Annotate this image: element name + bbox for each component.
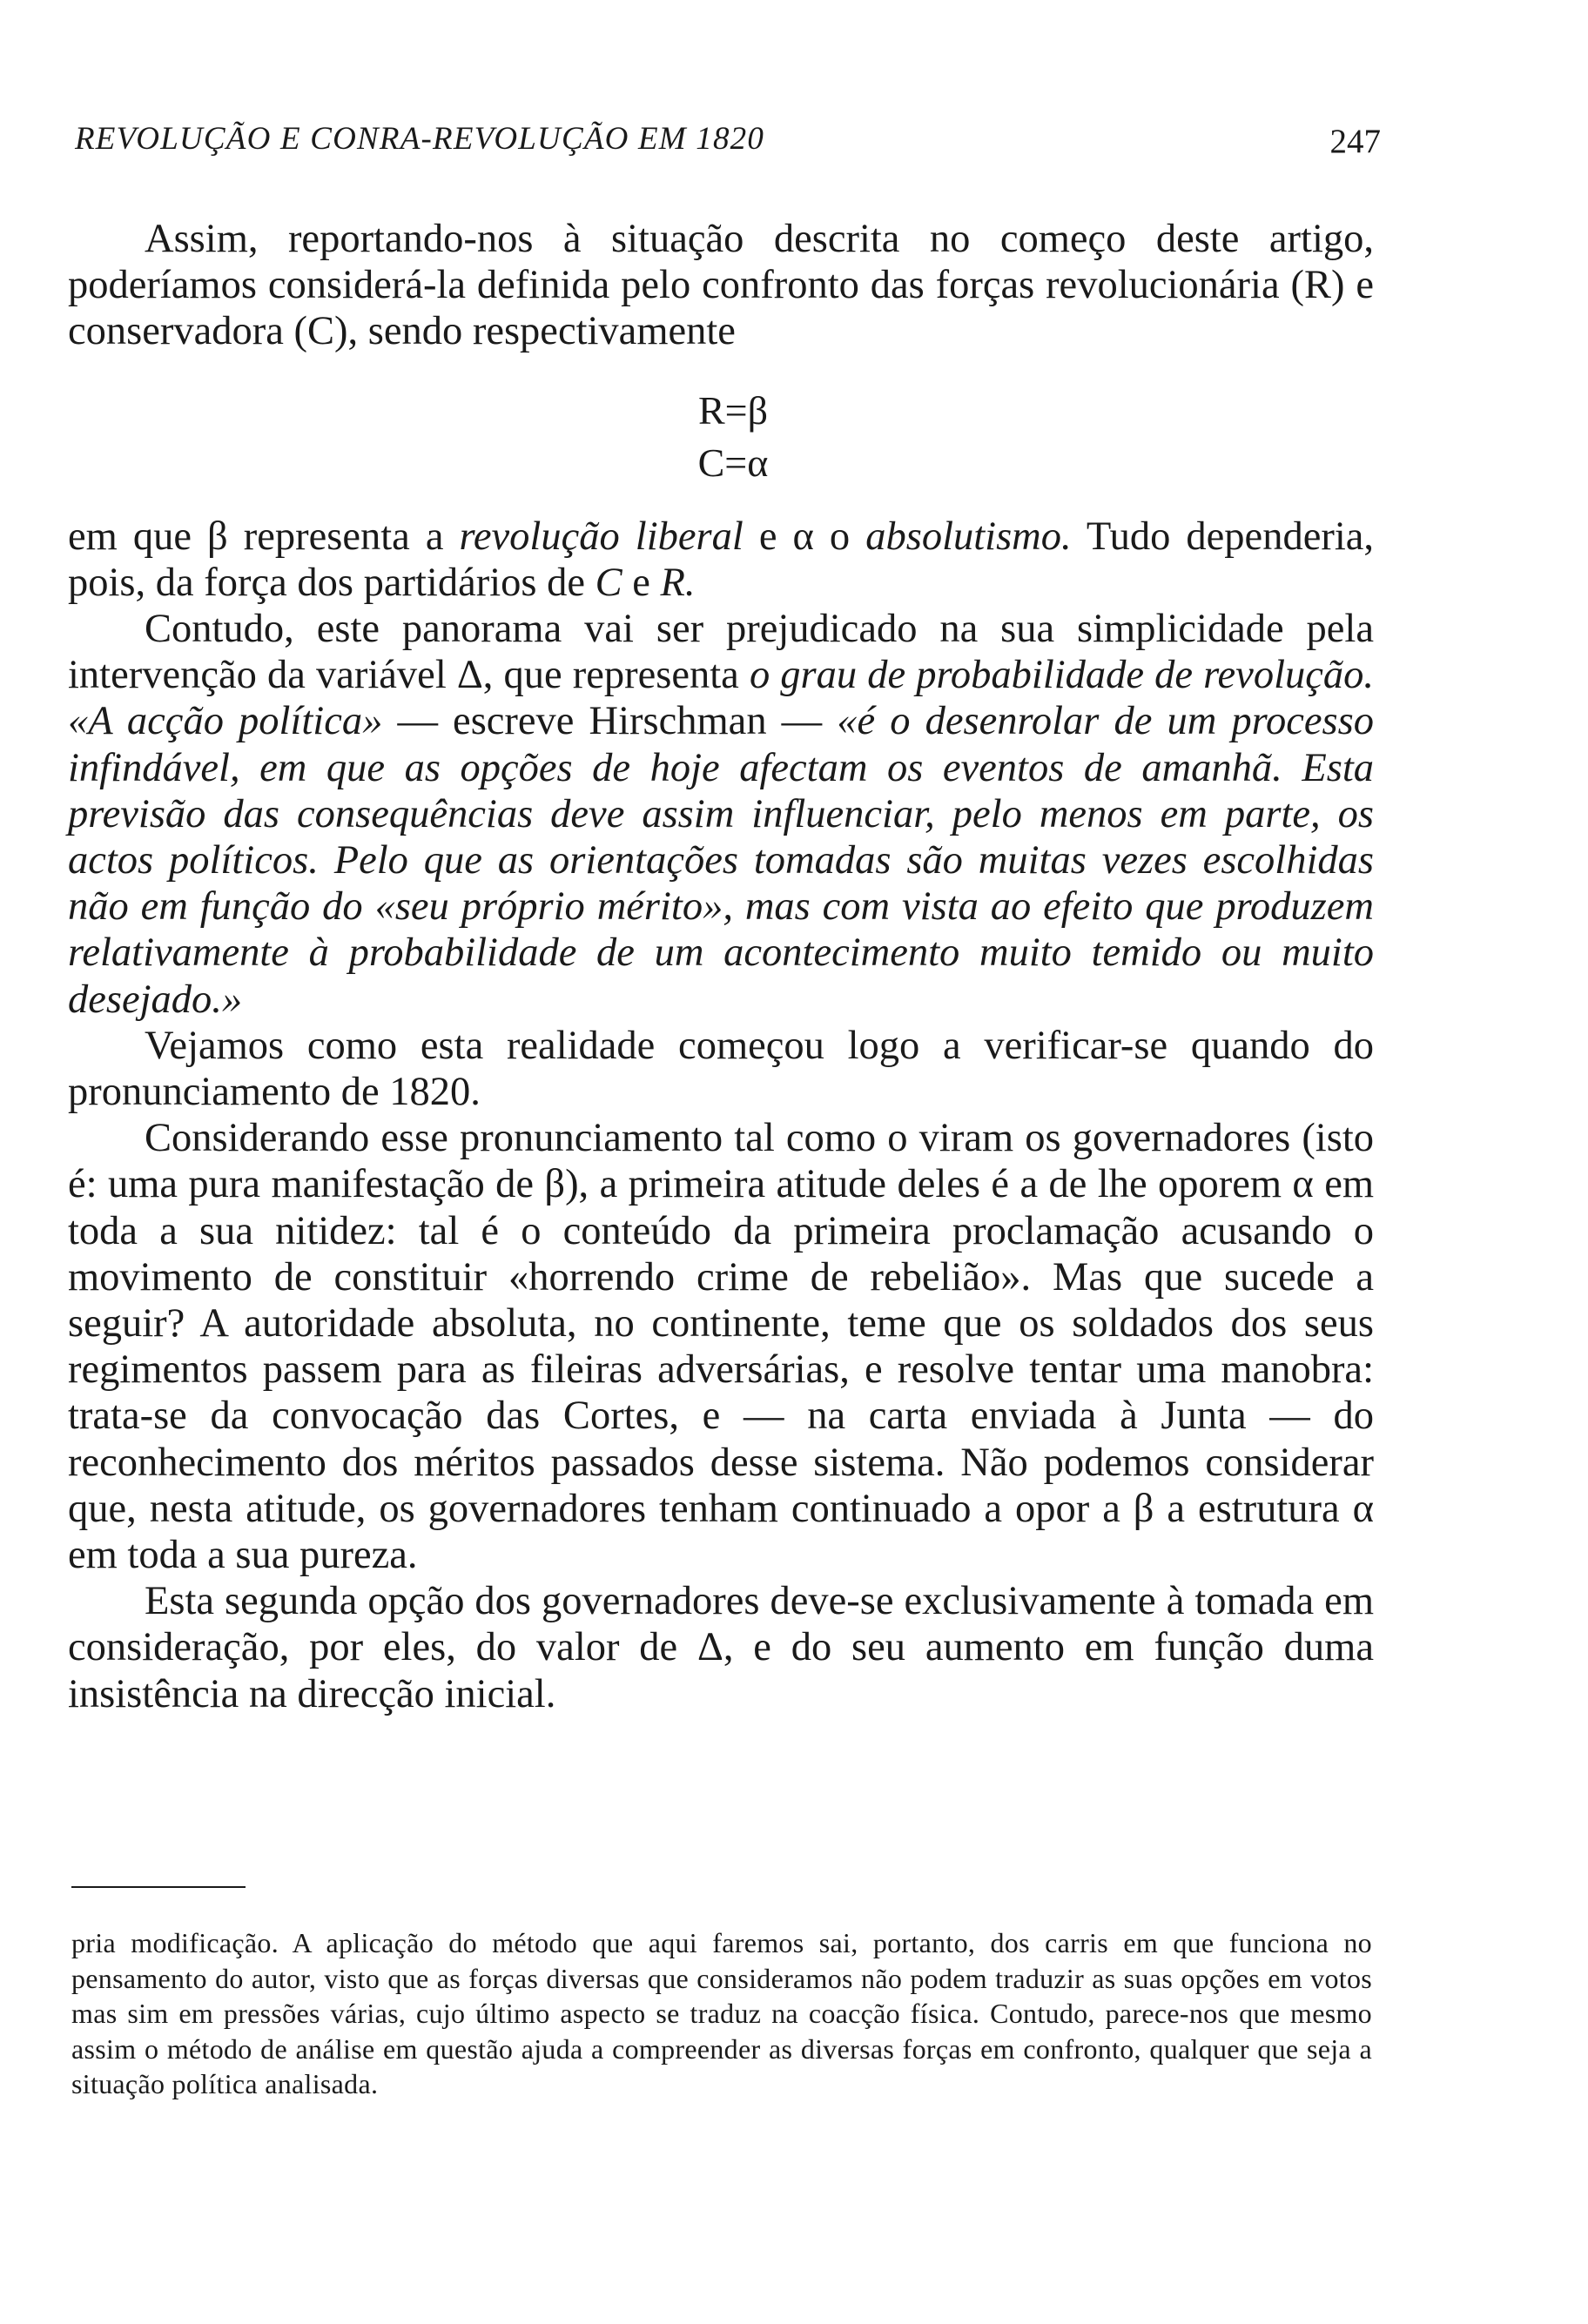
paragraph-governadores: Considerando esse pronunciamento tal como o viram os governadores (isto é: uma pura manifestação de β), a primeira atitude deles é a de lhe oporem α em toda a sua nitidez: tal é o conteúdo da primeira proclamação acusando o movimento de constituir «horrendo crime de rebelião». Mas que sucede a seguir? A autoridade absoluta, no continente, teme que os soldados dos seus regimentos passem para as fileiras adversárias, e resolve tentar uma manobra: trata-se da convocação das Cortes, e — na carta enviada à Junta — do reconhecimento dos méritos passados desse sistema. Não podemos considerar que, nesta atitude, os governadores tenham continuado a opor a β a estrutura α em toda a sua pureza. bbox=[68, 1116, 1374, 1578]
running-head: REVOLUÇÃO E CONRA-REVOLUÇÃO EM 1820 bbox=[75, 121, 765, 157]
paragraph-segunda-opcao: Esta segunda opção dos governadores deve-se exclusivamente à tomada em consideração, por eles, do valor de Δ, e do seu aumento em função duma insistência na direcção inicial. bbox=[68, 1579, 1374, 1716]
page-header bbox=[75, 120, 1381, 172]
italic-span: absolutismo. bbox=[865, 514, 1072, 559]
italic-span: C bbox=[595, 560, 622, 605]
footnote-divider bbox=[71, 1886, 246, 1888]
footnote bbox=[71, 1925, 1372, 2102]
italic-span: «é o desenrolar de um processo infindável, em que as opções de hoje afectam os eventos de amanhã. Esta previsão das consequências deve assim influenciar, pelo menos em parte, os actos políticos. Pelo que as orientações tomadas são muitas vezes escolhidas não em função do «seu próprio mérito», mas com vista ao efeito que produzem relativamente à probabilidade de um acontecimento muito temido ou muito desejado.» bbox=[68, 699, 1374, 1022]
paragraph-definition bbox=[68, 514, 1374, 606]
text-span: e α o bbox=[743, 514, 866, 559]
footnote-text: pria modificação. A aplicação do método que aqui faremos sai, portanto, dos carris em que funciona no pensamento do autor, visto que as forças diversas que consideramos não podem traduzir as suas opções em votos mas sim em pressões várias, cujo último aspecto se traduz na coacção física. Contudo, parece-nos que mesmo assim o método de análise em questão ajuda a compreender as diversas forças em confronto, qualquer que seja a situação política analisada. bbox=[71, 1927, 1372, 2100]
page-number: 247 bbox=[1329, 123, 1381, 160]
formula-c: C=α bbox=[697, 440, 769, 485]
text-span: e bbox=[622, 560, 661, 605]
main-text bbox=[68, 216, 1374, 1717]
formula-r: R=β bbox=[697, 387, 769, 433]
text-span: em que β representa a bbox=[68, 514, 460, 559]
paragraph-pronunciamento: Vejamos como esta realidade começou logo a verificar-se quando do pronunciamento de 1820. bbox=[68, 1023, 1374, 1115]
text-span: — escreve Hirschman — bbox=[382, 699, 838, 744]
paragraph-hirschman-quote bbox=[68, 606, 1374, 1023]
italic-span: revolução liberal bbox=[459, 514, 744, 559]
text-span: Tudo dependeria, pois, da força dos partidários de bbox=[68, 514, 1374, 605]
formula-block bbox=[68, 385, 1374, 489]
paragraph-intro: Assim, reportando-nos à situação descrita no começo deste artigo, poderíamos considerá-la definida pelo confronto das forças revolucionária (R) e conservadora (C), sendo respectivamente bbox=[68, 217, 1374, 354]
italic-span: «A acção política» bbox=[68, 699, 383, 744]
italic-span: R. bbox=[660, 560, 696, 605]
italic-span: o grau de probabilidade de revolução. bbox=[749, 653, 1374, 698]
text-span: Contudo, este panorama vai ser prejudicado na sua simplicidade pela intervenção da variável Δ, que representa bbox=[68, 607, 1374, 698]
